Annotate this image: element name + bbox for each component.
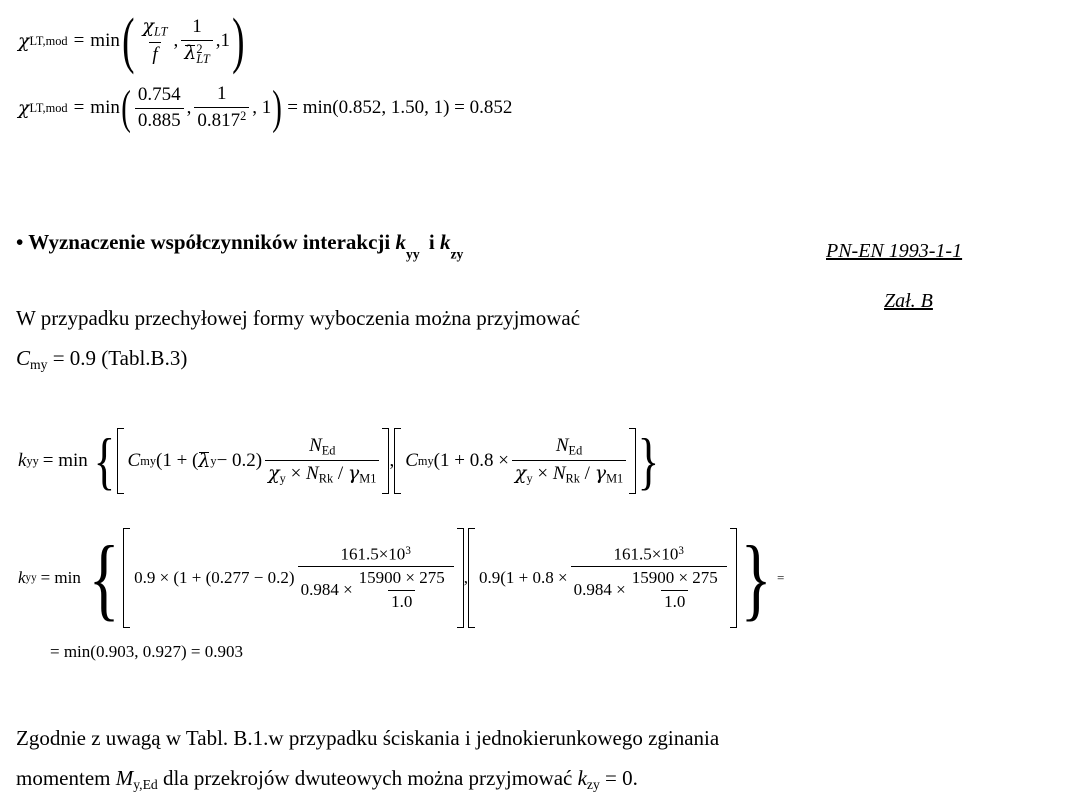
heading-text: Wyznaczenie współczynników interakcji: [28, 230, 391, 254]
chi-subscript: y: [526, 471, 533, 486]
k-yy-subscript: yy: [406, 246, 420, 262]
gamma-subscript: M1: [359, 471, 377, 486]
c-subscript: my: [140, 453, 156, 468]
m-subscript: y,Ed: [133, 777, 158, 793]
fraction-ned-over-nrk: [265, 436, 379, 487]
k-zy-subscript: zy: [450, 246, 464, 262]
chi-symbol: χ: [268, 462, 280, 484]
inner-denominator: 1.0: [388, 590, 415, 612]
chi-subscript: y: [279, 471, 286, 486]
para3-suffix: = 0.: [599, 766, 638, 790]
numerator-value: 161.5×10: [340, 544, 406, 564]
standard-reference: PN-EN 1993-1-1: [826, 240, 963, 262]
part1-prefix: 0.9 × (1 + (0.277 − 0.2): [134, 568, 295, 587]
k-symbol: k: [18, 450, 27, 471]
k-subscript: zy: [586, 777, 600, 793]
bullet: •: [16, 230, 24, 254]
equation-kyy-values: [18, 528, 784, 628]
n-symbol: N: [552, 463, 566, 484]
denominator-value: 0.885: [135, 108, 184, 132]
equation-kyy-result: = min(0.903, 0.927) = 0.903: [50, 642, 243, 661]
lambda-exponent: 2: [196, 41, 203, 56]
part2-prefix: 0.9(1 + 0.8 ×: [479, 568, 568, 587]
bracket-group-2: [468, 528, 737, 628]
left-paren: (: [121, 7, 135, 75]
min-function: min: [90, 30, 120, 51]
numerator-one: 1: [192, 16, 202, 38]
m-symbol: M: [115, 766, 134, 790]
cmy-value-text: = 0.9 (Tabl.B.3): [47, 346, 188, 370]
gamma-symbol: γ: [594, 462, 607, 484]
c-subscript: my: [30, 357, 48, 373]
n-subscript: Ed: [321, 443, 336, 458]
equals-sign: =: [73, 30, 85, 51]
annex-reference: Zał. B: [884, 290, 933, 312]
fraction-chi-over-f: [140, 16, 171, 65]
comma: ,: [173, 30, 179, 51]
denominator-prefix: 0.984 ×: [300, 579, 353, 599]
k-zy-symbol: k: [440, 230, 451, 254]
left-brace: {: [93, 425, 115, 496]
left-paren: (: [121, 81, 131, 134]
right-paren: ): [272, 81, 283, 134]
equals-sign: =: [73, 97, 85, 118]
exponent: 2: [240, 108, 247, 123]
k-subscript: yy: [26, 453, 39, 468]
gamma-symbol: γ: [347, 462, 360, 484]
fraction-161-5e3: [298, 545, 454, 612]
part1-mid: − 0.2): [216, 450, 263, 471]
n-subscript: Rk: [318, 471, 334, 486]
denominator-prefix: 0.984 ×: [573, 579, 626, 599]
para3-prefix: momentem: [16, 766, 116, 790]
k-symbol: k: [577, 766, 587, 790]
lambda-subscript: y: [210, 453, 217, 468]
and-word: i: [428, 230, 435, 254]
last-argument: , 1: [252, 97, 272, 118]
k-yy-symbol: k: [395, 230, 407, 254]
right-bracket: [457, 528, 464, 628]
chi-symbol: χ: [18, 97, 30, 119]
cmy-value-line: [16, 346, 187, 373]
c-symbol: C: [405, 450, 418, 471]
inner-fraction: [629, 569, 721, 611]
left-bracket: [394, 428, 401, 494]
n-symbol: N: [555, 434, 569, 456]
denominator-value: 0.817: [197, 110, 241, 132]
part1-open: (1 + (: [156, 450, 199, 471]
slash: /: [333, 463, 348, 484]
comma: ,: [389, 450, 395, 471]
fraction-one-over-0817-squared: [194, 84, 249, 132]
paragraph-kzy: [16, 766, 638, 793]
gamma-subscript: M1: [606, 471, 624, 486]
chi-subscript: LT,mod: [29, 100, 68, 115]
equation-chi-lt-mod-formula: [18, 7, 247, 75]
numerator-one: 1: [217, 83, 227, 105]
lambda-bar-symbol: λ: [198, 450, 211, 472]
section-heading: [16, 230, 463, 263]
right-brace: }: [740, 527, 772, 629]
times-sign: ×: [532, 463, 553, 484]
k-subscript: yy: [25, 572, 37, 584]
inner-numerator: 15900 × 275: [358, 567, 445, 587]
equation-kyy-formula: [18, 425, 661, 496]
left-bracket: [117, 428, 124, 494]
bracket-group-2: [394, 428, 636, 494]
right-bracket: [730, 528, 737, 628]
left-bracket: [123, 528, 130, 628]
chi-symbol: χ: [142, 15, 155, 38]
chi-subscript: LT: [154, 25, 168, 40]
inner-numerator: 15900 × 275: [631, 567, 718, 587]
chi-symbol: χ: [18, 30, 30, 52]
k-symbol: k: [18, 568, 26, 587]
c-subscript: my: [417, 453, 434, 468]
equals-sign: =: [776, 570, 785, 585]
equation-chi-lt-mod-values: [18, 81, 513, 134]
paragraph-torsional-buckling: W przypadku przechyłowej formy wyboczenia można przyjmować: [16, 306, 581, 330]
inner-denominator: 1.0: [661, 590, 688, 612]
n-symbol: N: [309, 434, 322, 456]
times-sign: ×: [285, 463, 307, 484]
left-bracket: [468, 528, 475, 628]
chi-symbol: χ: [514, 462, 527, 484]
inner-fraction: [356, 569, 448, 611]
c-symbol: C: [16, 346, 31, 370]
equals-min: = min: [42, 450, 88, 471]
equals-min: = min: [40, 568, 81, 587]
c-symbol: C: [127, 450, 141, 471]
equation-result: = min(0.852, 1.50, 1) = 0.852: [287, 97, 513, 118]
n-symbol: N: [306, 463, 319, 484]
right-paren: ): [232, 7, 245, 75]
right-bracket: [382, 428, 389, 494]
bracket-group-1: [117, 428, 390, 494]
chi-subscript: LT,mod: [29, 33, 68, 48]
numerator-value: 161.5×10: [613, 544, 679, 564]
bracket-group-1: [123, 528, 464, 628]
right-bracket: [629, 428, 636, 494]
left-brace: {: [88, 527, 120, 629]
right-brace: }: [637, 425, 660, 496]
exponent: 3: [678, 544, 684, 557]
n-subscript: Ed: [568, 443, 583, 458]
numerator-value: 0.754: [137, 83, 181, 105]
last-argument: ,1: [215, 30, 231, 51]
paragraph-note: Zgodnie z uwagą w Tabl. B.1.w przypadku ściskania i jednokierunkowego zginania: [16, 726, 720, 750]
exponent: 3: [405, 544, 411, 557]
comma: ,: [186, 97, 192, 118]
fraction-one-over-lambda: [181, 17, 213, 65]
denominator-f: f: [149, 42, 160, 66]
comma: ,: [463, 568, 468, 587]
n-subscript: Rk: [565, 471, 580, 486]
lambda-bar-symbol: λ: [184, 42, 197, 64]
para3-middle: dla przekrojów dwuteowych można przyjmować: [157, 766, 578, 790]
lambda-subscript: LT: [196, 51, 210, 66]
fraction-161-5e3: [571, 545, 727, 612]
fraction-0754-over-0885: [135, 85, 184, 132]
slash: /: [579, 463, 595, 484]
min-function: min: [90, 97, 120, 118]
fraction-ned-over-nrk: [512, 436, 626, 487]
part2-open: (1 + 0.8 ×: [433, 450, 509, 471]
